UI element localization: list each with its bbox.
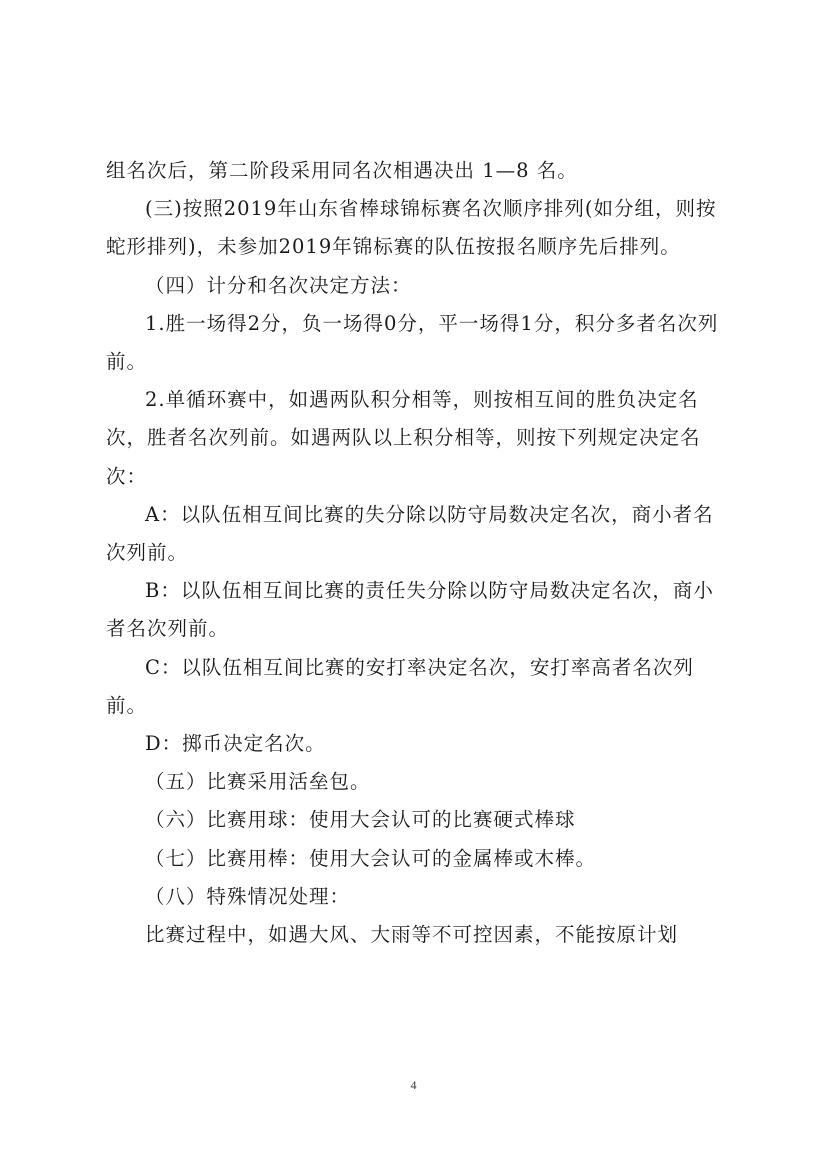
paragraph-9: D：掷币决定名次。 — [145, 732, 326, 756]
paragraph-11: （六）比赛用球：使用大会认可的比赛硬式棒球 — [145, 808, 576, 832]
paragraph-10: （五）比赛采用活垒包。 — [145, 770, 371, 794]
paragraph-12: （七）比赛用棒：使用大会认可的金属棒或木棒。 — [145, 846, 597, 870]
paragraph-7: B：以队伍相互间比赛的责任失分除以防守局数决定名次，商小者名次列前。 — [106, 579, 714, 641]
paragraph-4: 1.胜一场得2分，负一场得0分，平一场得1分，积分多者名次列前。 — [106, 311, 719, 374]
paragraph-2: (三)按照2019年山东省棒球锦标赛名次顺序排列(如分组，则按蛇形排列)，未参加2019年锦标赛的队伍按报名顺序先后排列。 — [106, 197, 717, 259]
page-number: 4 — [410, 1078, 417, 1092]
paragraph-14: 比赛过程中，如遇大风、大雨等不可控因素，不能按原计划 — [145, 923, 679, 947]
paragraph-6: A：以队伍相互间比赛的失分除以防守局数决定名次，商小者名次列前。 — [106, 502, 714, 565]
paragraph-3: （四）计分和名次决定方法： — [145, 273, 412, 297]
paragraph-13: （八）特殊情况处理： — [145, 884, 351, 908]
paragraph-5: 2.单循环赛中，如遇两队积分相等，则按相互间的胜负决定名次，胜者名次列前。如遇两队以上积分相等，则按下列规定决定名次： — [106, 388, 701, 488]
paragraph-1: 组名次后，第二阶段采用同名次相遇决出 1—8 名。 — [106, 159, 578, 182]
document-body — [106, 152, 720, 954]
paragraph-8: C：以队伍相互间比赛的安打率决定名次，安打率高者名次列前。 — [106, 655, 694, 717]
